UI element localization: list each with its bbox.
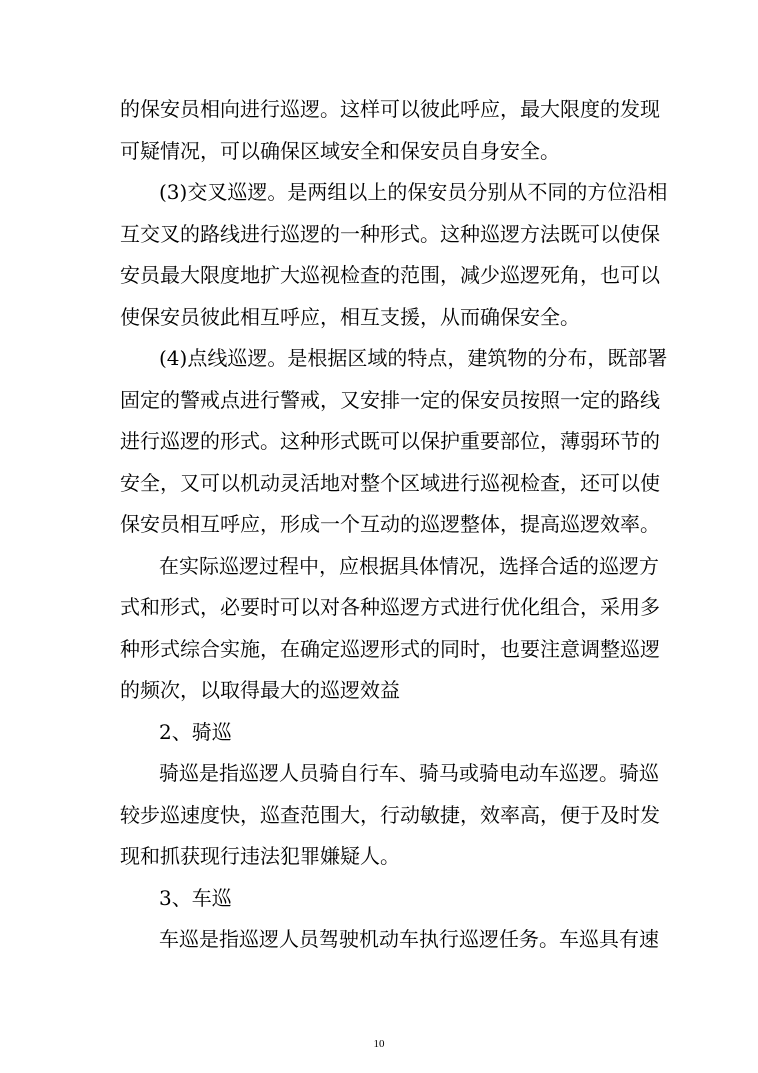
text-line: 使保安员彼此相互呼应，相互支援，从而确保安全。 (120, 305, 580, 329)
text-line: (4)点线巡逻。是根据区域的特点，建筑物的分布，既部署 (159, 346, 668, 370)
text-line: 的保安员相向进行巡逻。这样可以彼此呼应，最大限度的发现 (120, 97, 660, 121)
text-line: 保安员相互呼应，形成一个互动的巡逻整体，提高巡逻效率。 (120, 512, 660, 536)
text-line: 式和形式，必要时可以对各种巡逻方式进行优化组合，采用多 (120, 595, 660, 619)
text-line: 车巡是指巡逻人员驾驶机动车执行巡逻任务。车巡具有速 (159, 927, 659, 951)
text-line: 安全，又可以机动灵活地对整个区域进行巡视检查，还可以使 (120, 471, 660, 495)
text-line: 的频次，以取得最大的巡逻效益 (120, 678, 400, 702)
text-line: 固定的警戒点进行警戒，又安排一定的保安员按照一定的路线 (120, 388, 660, 412)
text-line: 种形式综合实施，在确定巡逻形式的同时，也要注意调整巡逻 (120, 637, 660, 661)
text-line: 现和抓获现行违法犯罪嫌疑人。 (120, 844, 400, 868)
text-line: 骑巡是指巡逻人员骑自行车、骑马或骑电动车巡逻。骑巡 (159, 761, 659, 785)
text-line: 互交叉的路线进行巡逻的一种形式。这种巡逻方法既可以使保 (120, 222, 660, 246)
text-line: 安员最大限度地扩大巡视检查的范围，减少巡逻死角，也可以 (120, 263, 660, 287)
text-line: 在实际巡逻过程中，应根据具体情况，选择合适的巡逻方 (159, 554, 659, 578)
text-line: (3)交叉巡逻。是两组以上的保安员分别从不同的方位沿相 (159, 180, 668, 204)
section-heading: 3、车巡 (159, 886, 232, 910)
page-number: 10 (373, 1038, 385, 1050)
section-heading: 2、骑巡 (159, 720, 232, 744)
text-line: 进行巡逻的形式。这种形式既可以保护重要部位，薄弱环节的 (120, 429, 660, 453)
text-line: 较步巡速度快，巡查范围大，行动敏捷，效率高，便于及时发 (120, 803, 660, 827)
text-line: 可疑情况，可以确保区域安全和保安员自身安全。 (120, 139, 560, 163)
